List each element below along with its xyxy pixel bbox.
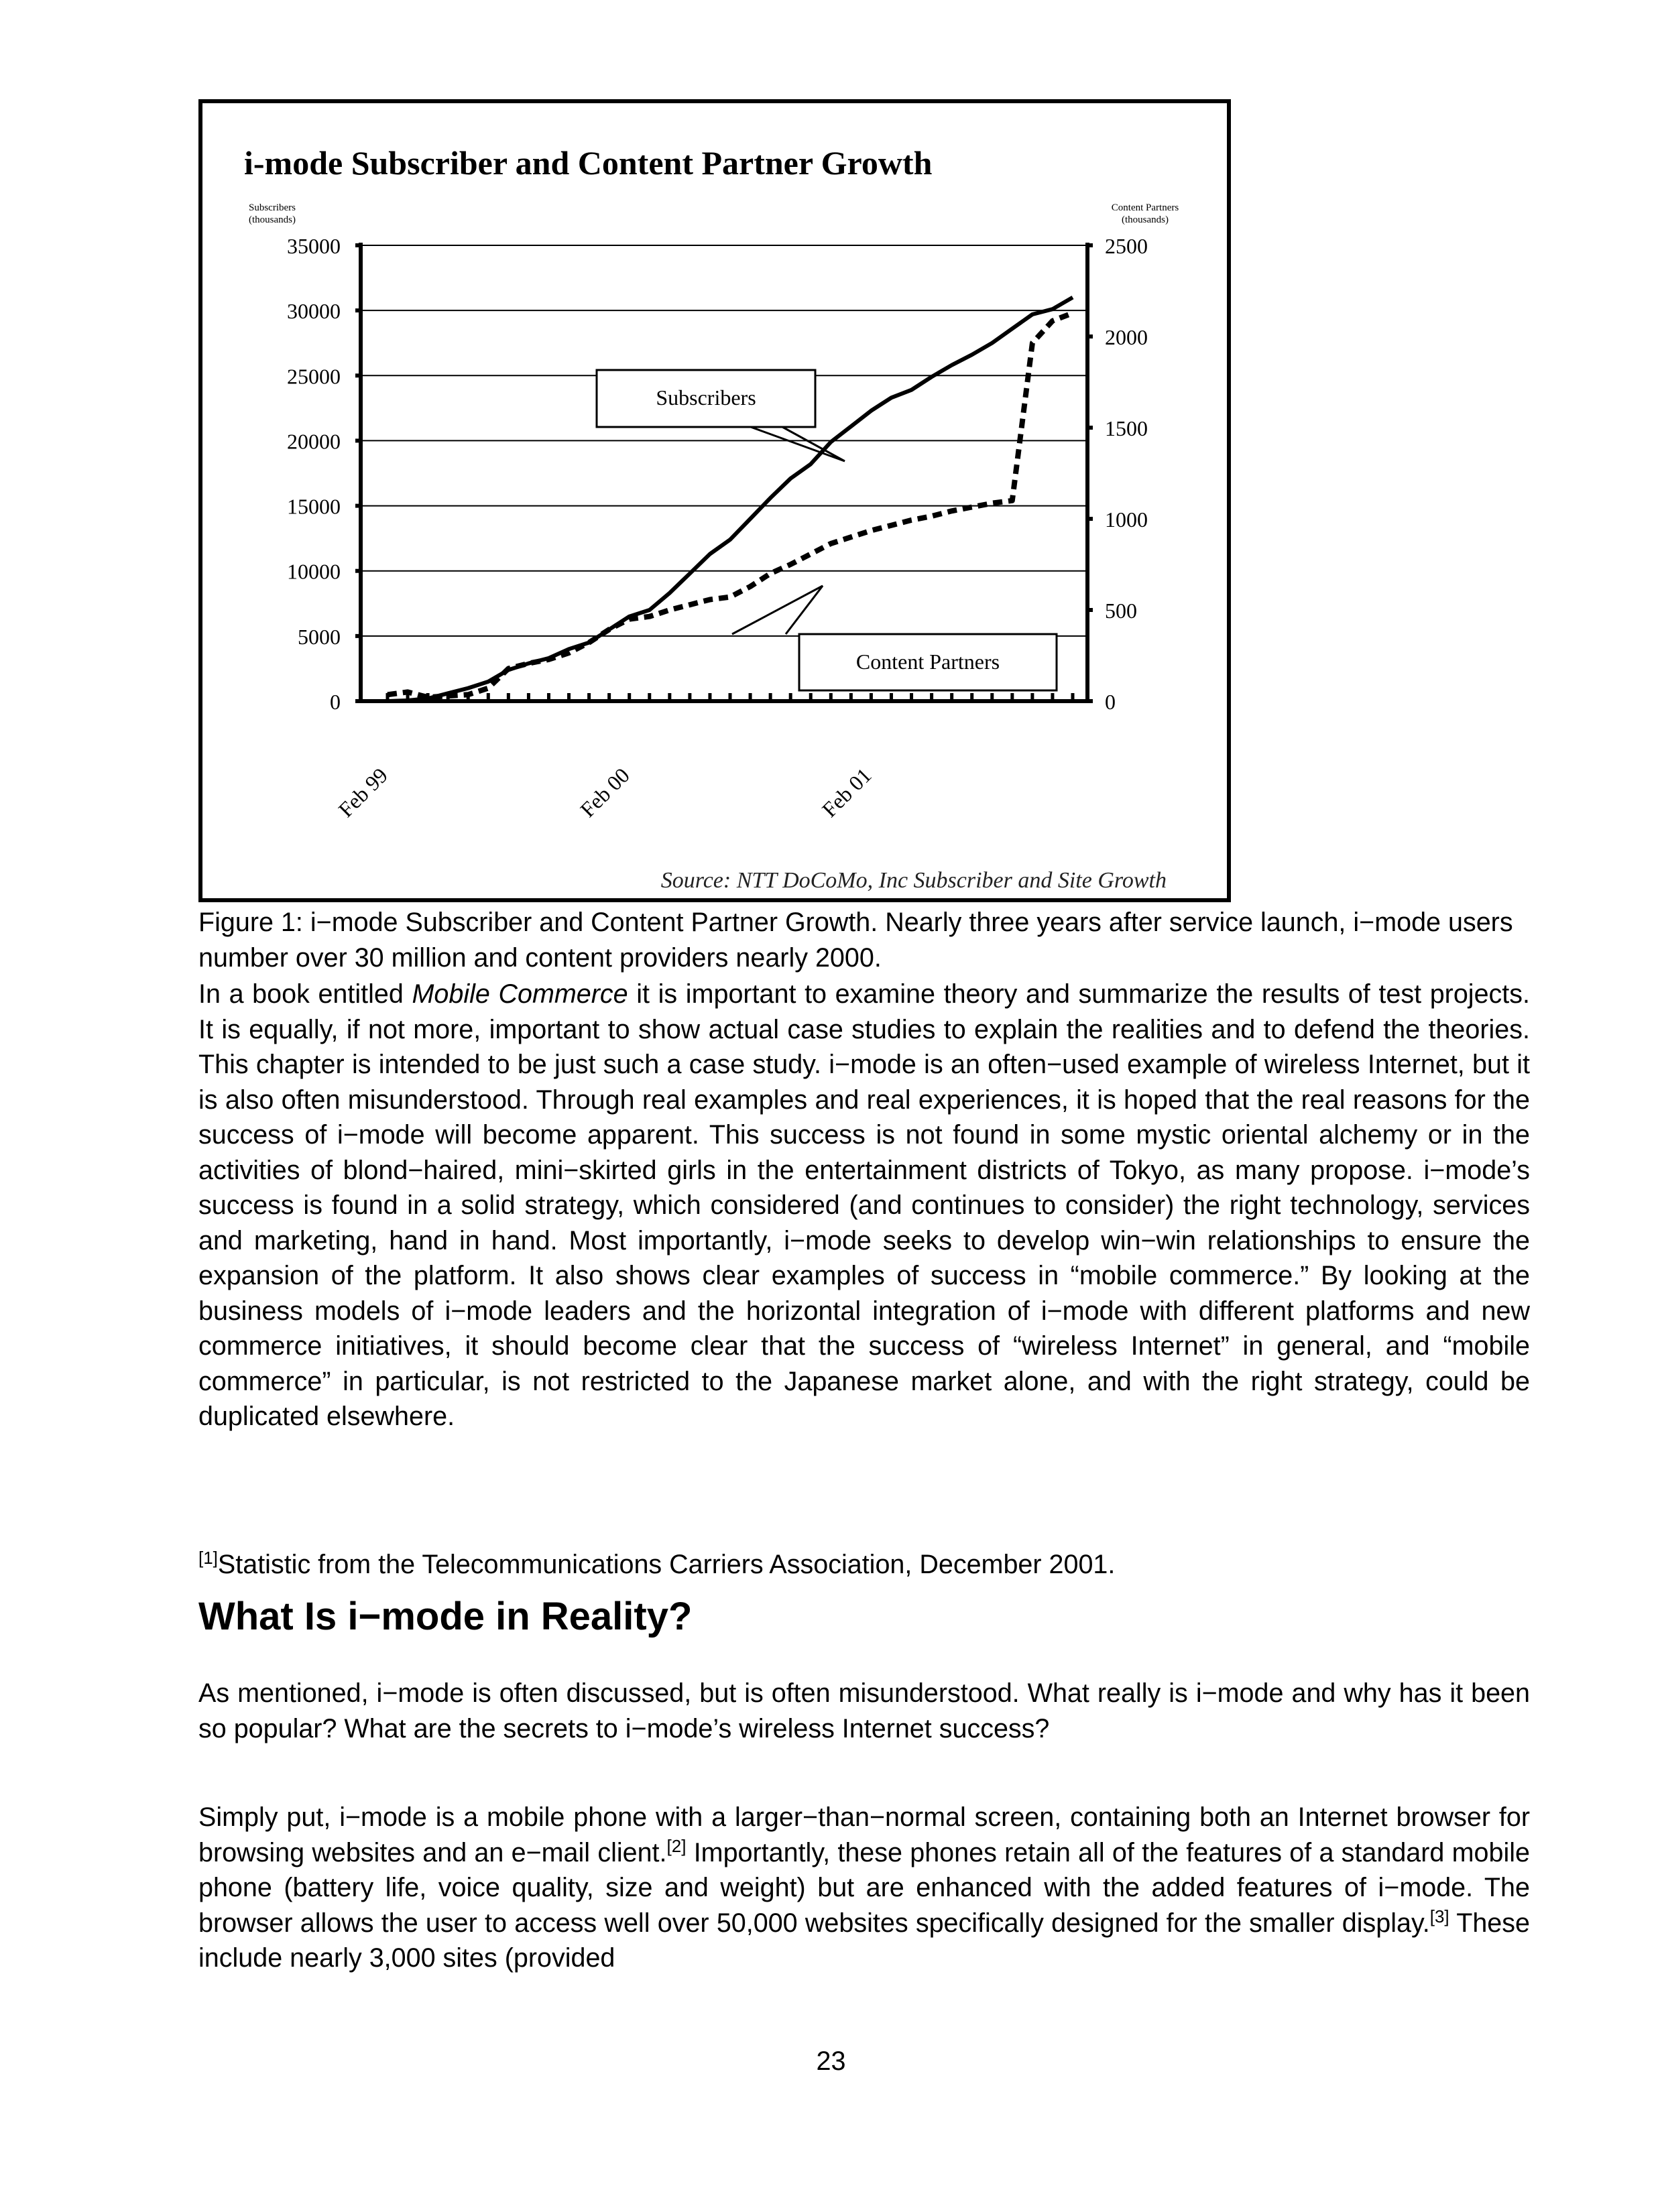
body-text-start: In a book entitled <box>198 979 412 1009</box>
left-tick-label: 10000 <box>287 559 341 584</box>
content-partners-callout-pointer <box>732 586 823 634</box>
left-tick-label: 0 <box>330 690 341 714</box>
right-tick-label: 0 <box>1105 690 1116 714</box>
footnote-body: Statistic from the Telecommunications Carriers Association, December 2001. <box>217 1550 1116 1579</box>
gridlines <box>361 243 1087 701</box>
left-tick-label: 5000 <box>298 624 341 649</box>
p3-part2: Importantly, these phones retain all of the features of a standard mobile phone (battery life, voice quality, size and weight) but are enhanced with the added features of i−mode. The browser allows the user to access well over 50,000 websites specifically designed for the smaller display. <box>198 1837 1530 1938</box>
right-tick-label: 500 <box>1105 599 1137 623</box>
p3-part3: These include nearly 3,000 sites (provided <box>198 1908 1530 1973</box>
section-paragraph-2 <box>198 1800 1530 1976</box>
left-axis-label: Subscribers <box>249 202 296 213</box>
x-axis-labels <box>333 763 876 822</box>
book-title: Mobile Commerce <box>412 979 628 1009</box>
right-tick-label: 2500 <box>1105 234 1148 258</box>
chart-canvas <box>202 103 1227 898</box>
chart-title: i-mode Subscriber and Content Partner Growth <box>244 144 933 182</box>
x-tick-label: Feb 01 <box>817 763 876 822</box>
subscribers-annotation <box>520 370 845 461</box>
section-heading: What Is i−mode in Reality? <box>198 1595 693 1638</box>
section-paragraph-1-text: As mentioned, i−mode is often discussed, but is often misunderstood. What really is i−mode and why has it been so popular? What are the secrets to i−mode’s wireless Internet success? <box>198 1678 1530 1743</box>
left-tick-label: 35000 <box>287 234 341 258</box>
section-paragraph-1 <box>198 1676 1530 1746</box>
left-tick-label: 25000 <box>287 364 341 389</box>
body-text-rest: it is important to examine theory and summarize the results of test projects. It is equally, if not more, important to show actual case studies to explain the realities and to defend the theories. This chapter is intended to be just such a case study. i−mode is an often−used example of wireless Internet, but it is also often misunderstood. Through real examples and real experiences, it is hoped that the real reasons for the success of i−mode will become apparent. This success is not found in some mystic oriental alchemy or in the activities of blond−haired, mini−skirted girls in the entertainment districts of Tokyo, as many propose. i−mode’s success is found in a solid strategy, which considered (and continues to consider) the right technology, services and marketing, hand in hand. Most importantly, i−mode seeks to develop win−win relationships to ensure the expansion of the platform. It also shows clear examples of success in “mobile commerce.” By looking at the business models of i−mode leaders and the horizontal integration of i−mode with different platforms and new commerce initiatives, it should become clear that the success of “wireless Internet” in general, and “mobile commerce” in particular, is not restricted to the Japanese market alone, and with the right strategy, could be duplicated elsewhere. <box>198 979 1530 1431</box>
footnote-text <box>198 1547 1530 1583</box>
right-tick-label: 2000 <box>1105 325 1148 349</box>
figure-caption <box>198 905 1530 975</box>
content-partners-annotation <box>732 586 1057 690</box>
p3-part1: Simply put, i−mode is a mobile phone with a larger−than−normal screen, containing both an Internet browser for browsing websites and an e−mail client. <box>198 1802 1530 1867</box>
left-axis-ticks <box>287 234 362 714</box>
body-paragraph-text <box>198 977 1530 1434</box>
footnote-ref-2: [2] <box>666 1835 687 1856</box>
right-axis-ticks <box>1086 234 1148 714</box>
subscribers-callout-label: Subscribers <box>656 385 756 410</box>
left-tick-label: 15000 <box>287 494 341 519</box>
left-axis-unit: (thousands) <box>249 214 296 225</box>
left-tick-label: 20000 <box>287 429 341 454</box>
right-axis-label: Content Partners <box>1111 202 1179 213</box>
footnote-marker: [1] <box>198 1547 218 1568</box>
caption-text: Figure 1: i−mode Subscriber and Content Partner Growth. Nearly three years after service launch, i−mode users number over 30 million and content providers nearly 2000. <box>198 908 1513 973</box>
page-number: 23 <box>816 2046 846 2076</box>
content-partners-callout-label: Content Partners <box>855 650 1000 674</box>
footnote <box>198 1547 1530 1583</box>
x-tick-label: Feb 99 <box>333 763 393 822</box>
body-paragraph <box>198 977 1530 1434</box>
right-tick-label: 1000 <box>1105 507 1148 532</box>
left-tick-label: 30000 <box>287 299 341 324</box>
section-paragraph-2-text <box>198 1800 1530 1976</box>
footnote-ref-3: [3] <box>1429 1906 1449 1926</box>
right-tick-label: 1500 <box>1105 416 1148 440</box>
chart-source: Source: NTT DoCoMo, Inc Subscriber and Site Growth <box>660 868 1167 893</box>
x-tick-label: Feb 00 <box>575 763 634 822</box>
figure-chart <box>198 99 1231 902</box>
right-axis-unit: (thousands) <box>1122 214 1169 225</box>
